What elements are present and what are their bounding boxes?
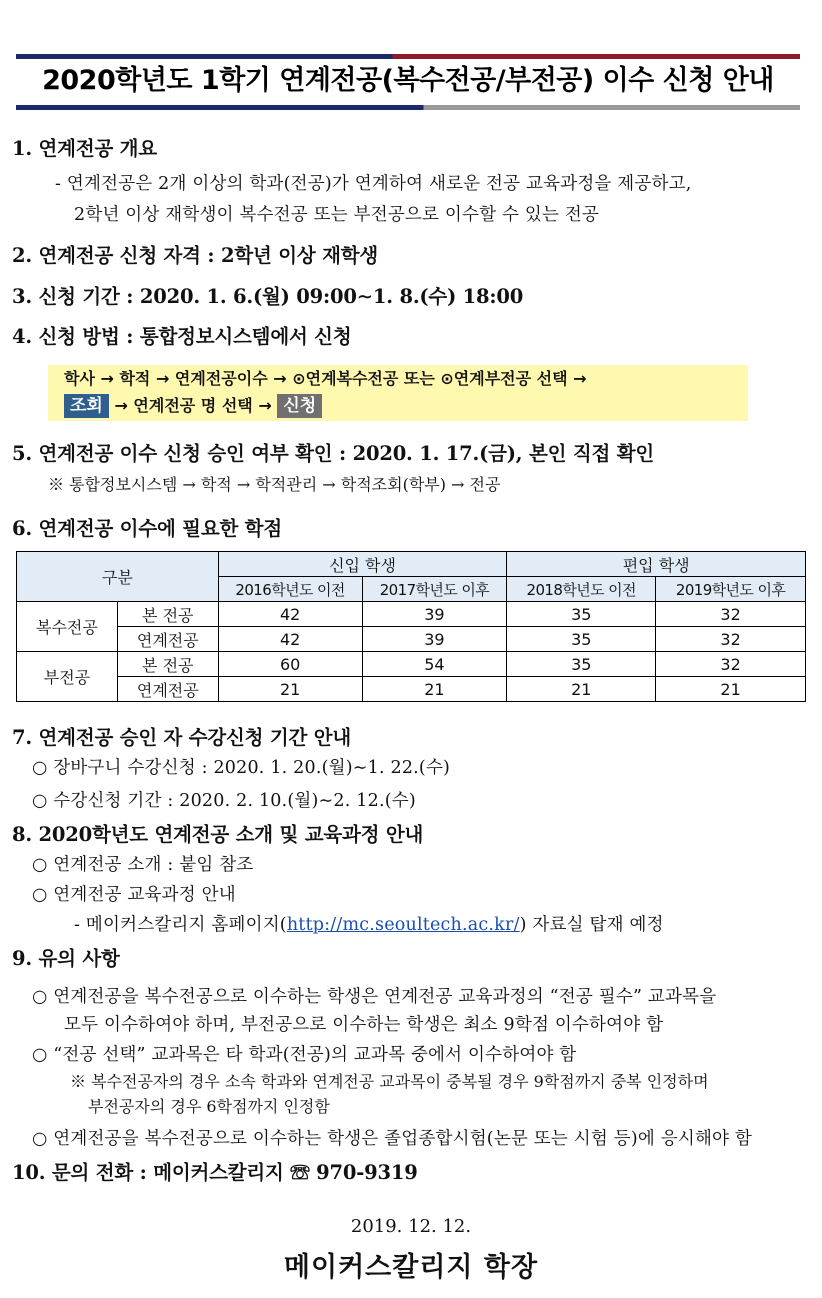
table-cell: 35 xyxy=(507,652,656,677)
table-subcategory: 본 전공 xyxy=(117,652,218,677)
section-1-line-2: 2학년 이상 재학생이 복수전공 또는 부전공으로 이수할 수 있는 전공 xyxy=(74,205,600,225)
title-bar-top xyxy=(16,54,800,59)
table-col-header: 2017학년도 이후 xyxy=(362,577,507,602)
table-cell: 35 xyxy=(507,627,656,652)
application-path-line-1: 학사 → 학적 → 연계전공이수 → ⊙연계복수전공 또는 ⊙연계부전공 선택 → xyxy=(64,369,587,388)
section-8-item-2: ○ 연계전공 교육과정 안내 xyxy=(32,885,236,905)
table-subcategory: 연계전공 xyxy=(117,677,218,702)
table-subcategory: 본 전공 xyxy=(117,602,218,627)
section-8-subitem xyxy=(74,913,664,937)
table-cell: 21 xyxy=(362,677,507,702)
table-corner: 구분 xyxy=(17,552,219,602)
document-date: 2019. 12. 12. xyxy=(350,1216,472,1237)
section-8-item-1: ○ 연계전공 소개 : 붙임 참조 xyxy=(32,855,254,875)
section-2-heading: 2. 연계전공 신청 자격 : 2학년 이상 재학생 xyxy=(12,244,379,267)
section-7-item-1: ○ 장바구니 수강신청 : 2020. 1. 20.(월)∼1. 22.(수) xyxy=(32,758,451,778)
table-cell: 32 xyxy=(656,602,806,627)
section-6-heading: 6. 연계전공 이수에 필요한 학점 xyxy=(12,517,282,540)
table-cell: 39 xyxy=(362,602,507,627)
section-3-heading: 3. 신청 기간 : 2020. 1. 6.(월) 09:00∼1. 8.(수) 18:00 xyxy=(12,285,524,308)
section-7-heading: 7. 연계전공 승인 자 수강신청 기간 안내 xyxy=(12,726,352,749)
section-9-item-3: ○ 연계전공을 복수전공으로 이수하는 학생은 졸업종합시험(논문 또는 시험 등)에 응시해야 함 xyxy=(32,1129,753,1149)
section-9-note-b: 부전공자의 경우 6학점까지 인정함 xyxy=(88,1097,330,1116)
section-9-note-a: ※ 복수전공자의 경우 소속 학과와 연계전공 교과목이 중복될 경우 9학점까지 중복 인정하며 xyxy=(70,1072,709,1091)
section-9-item-1b: 모두 이수하여야 하며, 부전공으로 이수하는 학생은 최소 9학점 이수하여야 함 xyxy=(64,1015,664,1035)
section-9-heading: 9. 유의 사항 xyxy=(12,947,120,970)
table-cell: 21 xyxy=(656,677,806,702)
section-5-note: ※ 통합정보시스템 → 학적 → 학적관리 → 학적조회(학부) → 전공 xyxy=(48,475,501,494)
section-5-heading: 5. 연계전공 이수 신청 승인 여부 확인 : 2020. 1. 17.(금), 본인 직접 확인 xyxy=(12,442,654,465)
table-category: 복수전공 xyxy=(17,602,118,652)
table-row xyxy=(17,627,806,652)
table-col-header: 2018학년도 이전 xyxy=(507,577,656,602)
view-button-label: 조회 xyxy=(64,394,109,418)
table-cell: 42 xyxy=(218,627,362,652)
section-9-item-2: ○ “전공 선택” 교과목은 타 학과(전공)의 교과목 중에서 이수하여야 함 xyxy=(32,1045,577,1065)
table-subcategory: 연계전공 xyxy=(117,627,218,652)
section-9-item-1a: ○ 연계전공을 복수전공으로 이수하는 학생은 연계전공 교육과정의 “전공 필수” 교과목을 xyxy=(32,987,717,1007)
table-cell: 42 xyxy=(218,602,362,627)
table-cell: 60 xyxy=(218,652,362,677)
table-row xyxy=(17,652,806,677)
table-cell: 21 xyxy=(218,677,362,702)
table-cell: 54 xyxy=(362,652,507,677)
application-path-line-2 xyxy=(64,393,322,419)
section-7-item-2: ○ 수강신청 기간 : 2020. 2. 10.(월)∼2. 12.(수) xyxy=(32,791,416,811)
credits-table xyxy=(16,551,806,702)
section-1-heading: 1. 연계전공 개요 xyxy=(12,137,157,160)
table-col-header: 2019학년도 이후 xyxy=(656,577,806,602)
section-10-heading: 10. 문의 전화 : 메이커스칼리지 ☏ 970-9319 xyxy=(12,1161,418,1184)
table-group-new-students: 신입 학생 xyxy=(218,552,507,577)
table-cell: 32 xyxy=(656,652,806,677)
apply-button-label: 신청 xyxy=(277,394,322,418)
table-category: 부전공 xyxy=(17,652,118,702)
signature: 메이커스칼리지 학장 xyxy=(283,1252,539,1283)
homepage-prefix: - 메이커스칼리지 홈페이지( xyxy=(74,915,287,935)
table-cell: 32 xyxy=(656,627,806,652)
page-title: 2020학년도 1학기 연계전공(복수전공/부전공) 이수 신청 안내 xyxy=(42,65,774,96)
application-path-middle: → 연계전공 명 선택 → xyxy=(114,396,272,415)
homepage-suffix: ) 자료실 탑재 예정 xyxy=(519,915,664,935)
section-8-heading: 8. 2020학년도 연계전공 소개 및 교육과정 안내 xyxy=(12,823,424,846)
table-header-row xyxy=(17,552,806,577)
title-banner xyxy=(16,54,800,110)
table-col-header: 2016학년도 이전 xyxy=(218,577,362,602)
table-row xyxy=(17,677,806,702)
table-row xyxy=(17,602,806,627)
table-cell: 39 xyxy=(362,627,507,652)
title-bar-bottom xyxy=(16,105,800,110)
section-1-line-1: - 연계전공은 2개 이상의 학과(전공)가 연계하여 새로운 전공 교육과정을 제공하고, xyxy=(55,174,692,194)
section-4-heading: 4. 신청 방법 : 통합정보시스템에서 신청 xyxy=(12,325,352,348)
table-group-transfer-students: 편입 학생 xyxy=(507,552,806,577)
table-cell: 35 xyxy=(507,602,656,627)
homepage-link[interactable]: http://mc.seoultech.ac.kr/ xyxy=(286,915,520,935)
table-cell: 21 xyxy=(507,677,656,702)
